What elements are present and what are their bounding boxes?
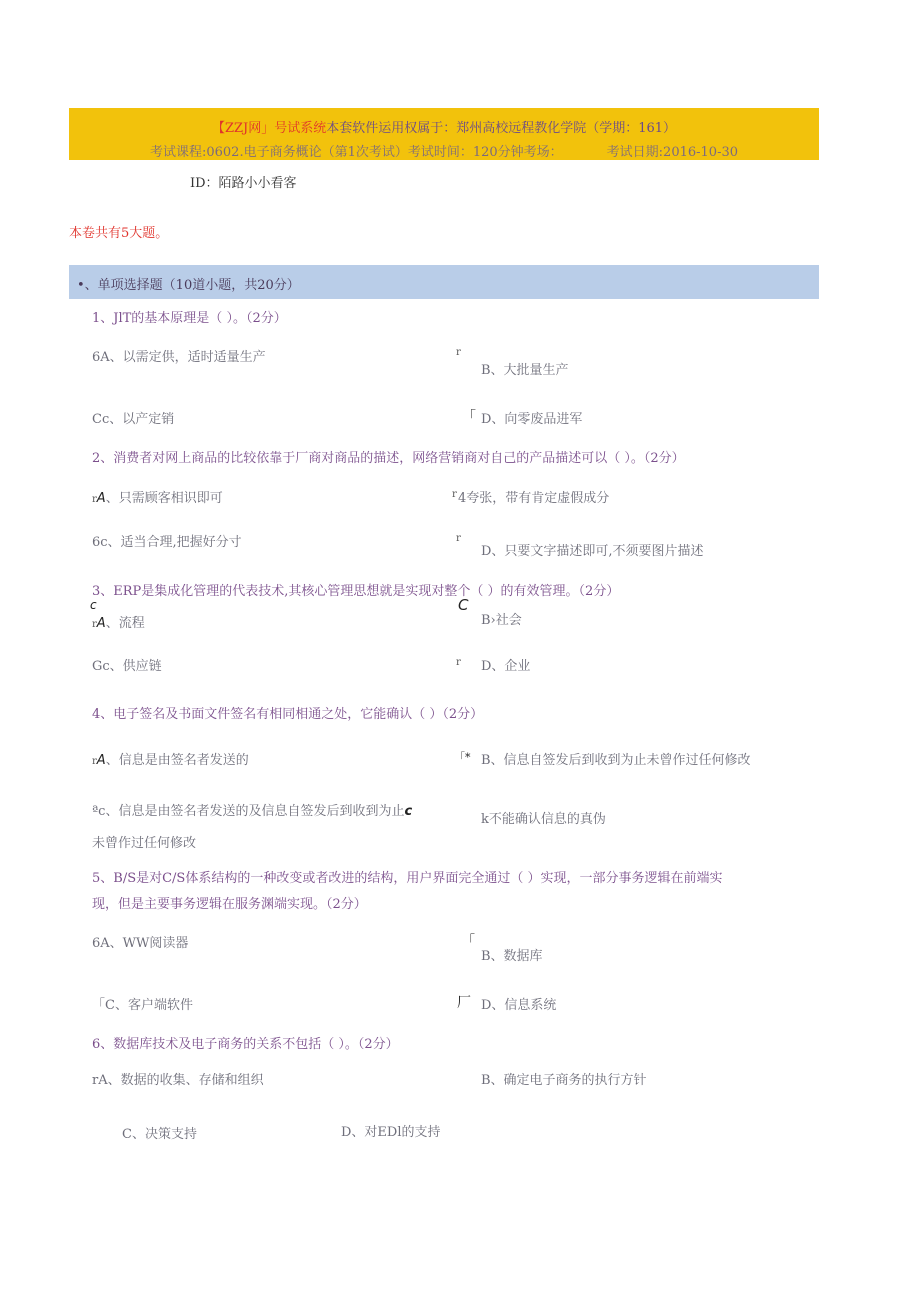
q4-option-c-label: ªc、信息是由签名者发送的及信息自签发后到收到为止 [92,804,405,819]
q4-option-a-label: 、信息是由签名者发送的 [105,753,249,768]
q4-option-d[interactable]: k不能确认信息的真伪 [481,812,606,827]
q3-option-d-radio[interactable]: r [456,657,461,668]
q2-option-c[interactable]: 6c、适当合理,把握好分寸 [92,535,242,550]
q4-option-b-radio[interactable]: 「* [454,751,471,764]
q3-option-b-radio[interactable]: C [458,596,469,614]
q3-option-a[interactable] [92,612,145,631]
date-label: 考试日期:2016-10-30 [606,145,739,160]
q3-option-c[interactable]: Gc、供应链 [92,659,162,674]
q2-option-b-radio[interactable]: r [452,489,457,500]
q3-option-d[interactable]: D、企业 [481,659,531,674]
q4-option-a-letter: A [96,753,106,768]
question-1-text: 1、JlT的基本原理是（ ）。（2分） [92,311,287,326]
q2-option-a-radio[interactable]: r [92,494,97,505]
q3-option-a-radio[interactable]: r [92,619,97,630]
q4-option-c-mark: c [404,804,413,819]
header-line-1 [69,117,819,136]
question-4-text: 4、电子签名及书面文件签名有相同相通之处，它能确认（ ）（2分） [92,707,484,722]
question-5-text: 5、B/S是对C/S体系结构的一种改变或者改进的结构，用户界面完全通过（ ）实现，一部分事务逻辑在前端实 [92,871,723,886]
q6-option-c[interactable]: C、决策支持 [122,1127,197,1142]
question-2-text: 2、消费者对网上商品的比较依靠于厂商对商品的描述，网络营销商对自己的产品描述可以（ ）。（2分） [92,451,685,466]
paper-notice: 本卷共有5大题。 [69,226,169,241]
section-title: •、单项选择题（10道小题，共20分） [77,278,300,293]
q2-option-d[interactable]: D、只要文字描述即可,不须要图片描述 [481,544,704,559]
q2-option-a-label: 、只需顾客相识即可 [105,491,223,506]
q2-option-b[interactable]: 4夸张，带有肯定虚假成分 [458,491,610,506]
q2-option-d-radio[interactable]: r [456,533,461,544]
question-3-text: 3、ERP是集成化管理的代表技术,其核心管理思想就是实现对整个（ ）的有效管理。（2分） [92,584,620,599]
q3-option-a-label: 、流程 [105,616,145,631]
question-5-text-line-2: 现，但是主要事务逻辑在服务渊端实现。（2分） [92,897,367,912]
q6-option-d[interactable]: D、对EDl的支持 [341,1125,441,1140]
user-id: ID：陌路小小看客 [190,176,297,191]
q4-option-c[interactable] [92,800,412,819]
q5-option-b-radio[interactable]: 「 [462,934,476,949]
owner-label: 本套软件运用权属于：郑州高校远程教化学院（学期：161） [326,121,677,136]
question-6-text: 6、数据库技术及电子商务的关系不包括（ ）。（2分） [92,1037,399,1052]
q1-option-b-radio[interactable]: r [456,347,461,358]
q5-option-d-radio[interactable]: 厂 [457,995,471,1011]
q5-option-a[interactable]: 6A、WW阅读器 [92,936,189,951]
q5-option-c[interactable]: 「C、客户端软件 [92,998,193,1013]
q1-option-c[interactable]: Cc、以产定销 [92,412,175,427]
q4-option-c-line-2: 未曾作过任何修改 [92,836,197,851]
q6-option-a[interactable]: rA、数据的收集、存储和组织 [92,1073,264,1088]
q4-option-b[interactable]: B、信息自签发后到收到为止未曾作过任何修改 [481,753,751,768]
q6-option-b[interactable]: B、确定电子商务的执行方针 [481,1073,647,1088]
q1-option-d-radio[interactable]: 「 [462,409,476,425]
header-line-2 [69,141,819,160]
course-label: 考试课程:0602.电子商务概论（第1次考试）考试时间：120分钟考场： [149,145,563,160]
brand-label: 【ZZJ网」号试系统 [211,121,327,136]
q5-option-d[interactable]: D、信息系统 [481,998,557,1013]
q3-option-a-letter: A [96,616,106,631]
q1-option-a[interactable]: 6A、以需定供，适时适量生产 [92,350,266,365]
q4-option-a[interactable] [92,749,249,768]
q1-option-b[interactable]: B、大批量生产 [481,363,569,378]
q5-option-b[interactable]: B、数据库 [481,949,543,964]
q3-option-b[interactable]: B›社会 [481,613,522,628]
section-header [69,265,819,299]
q2-option-a[interactable] [92,487,223,506]
q4-option-a-radio[interactable]: r [92,756,97,767]
exam-header-banner [69,108,819,160]
q1-option-d[interactable]: D、向零废品进军 [481,412,583,427]
q2-option-a-letter: A [96,491,106,506]
q3-option-a-mark-top: c [90,598,97,612]
